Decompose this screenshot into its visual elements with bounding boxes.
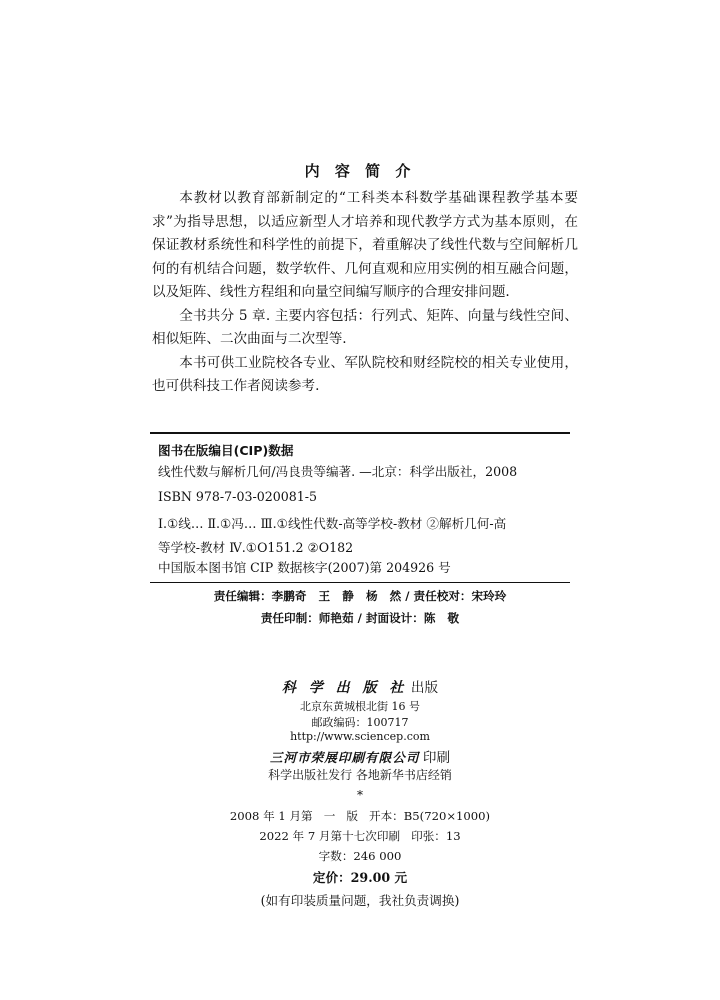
publisher-postcode: 邮政编码：100717 [311, 716, 409, 729]
separator-star: * [357, 788, 363, 802]
publisher-address: 北京东黄城根北街 16 号 [300, 700, 420, 713]
publisher-line [0, 676, 720, 697]
cip-classification-line-1: Ⅰ.①线… Ⅱ.①冯… Ⅲ.①线性代数-高等学校-教材 ②解析几何-高 [158, 516, 507, 531]
cip-top-rule [150, 432, 570, 434]
intro-title: 内 容 简 介 [304, 162, 416, 180]
printer-line [0, 746, 720, 766]
publisher-name: 科 学 出 版 社 [281, 680, 408, 696]
intro-paragraph-2: 全书共分 5 章. 主要内容包括：行列式、矩阵、向量与线性空间、相似矩阵、二次曲面与二次型等. [152, 307, 578, 347]
intro-body [152, 187, 578, 399]
cip-record-number: 中国版本图书馆 CIP 数据核字(2007)第 204926 号 [158, 560, 451, 575]
cip-title-line: 线性代数与解析几何/冯良贵等编著. —北京：科学出版社，2008 [158, 464, 518, 479]
credits-editors: 责任编辑：李鹏奇 王 静 杨 然 / 责任校对：宋玲玲 [213, 589, 507, 603]
cip-isbn: ISBN 978-7-03-020081-5 [158, 489, 318, 504]
printer-suffix: 印刷 [422, 750, 451, 766]
quality-notice: (如有印装质量问题，我社负责调换) [260, 893, 460, 908]
price: 定价：29.00 元 [312, 870, 408, 885]
cip-heading: 图书在版编目(CIP)数据 [158, 443, 294, 458]
publisher-suffix: 出版 [410, 680, 439, 696]
intro-paragraph-3: 本书可供工业院校各专业、军队院校和财经院校的相关专业使用，也可供科技工作者阅读参考. [152, 354, 578, 394]
publisher-url: http://www.sciencep.com [290, 730, 430, 743]
distribution-line: 科学出版社发行 各地新华书店经销 [268, 768, 452, 782]
cip-bottom-rule [150, 582, 570, 583]
edition-line: 2008 年 1 月第 一 版 开本：B5(720×1000) [229, 809, 491, 823]
word-count: 字数：246 000 [318, 849, 402, 863]
credits-production: 责任印制：师艳茹 / 封面设计：陈 敬 [260, 611, 460, 625]
cip-classification-line-2: 等学校-教材 Ⅳ.①O151.2 ②O182 [158, 540, 354, 555]
printing-line: 2022 年 7 月第十七次印刷 印张：13 [259, 829, 461, 843]
printer-name: 三河市荣展印刷有限公司 [269, 750, 420, 765]
intro-paragraph-1: 本教材以教育部新制定的“工科类本科数学基础课程教学基本要求”为指导思想，以适应新型人才培养和现代教学方式为基本原则，在保证教材系统性和科学性的前提下，着重解决了线性代数与空间解析几何的有机结合问题，数学软件、几何直观和应用实例的相互融合问题，以及矩阵、线性方程组和向量空间编写顺序的合理安排问题. [152, 190, 578, 300]
cip-classification [158, 512, 572, 560]
